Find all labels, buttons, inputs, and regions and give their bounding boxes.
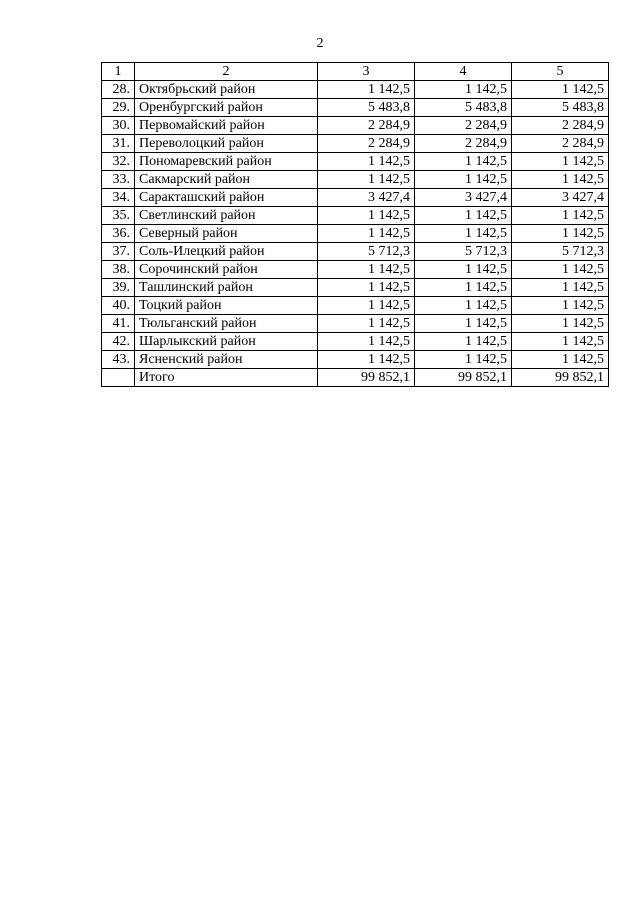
row-number: 41. [102,315,135,333]
value-col-5: 1 142,5 [512,315,609,333]
value-col-4: 5 712,3 [415,243,512,261]
value-col-5: 1 142,5 [512,207,609,225]
table-row [102,261,609,279]
value-col-4: 1 142,5 [415,171,512,189]
value-col-5: 1 142,5 [512,261,609,279]
total-col-5: 99 852,1 [512,369,609,387]
table-row [102,135,609,153]
row-number: 35. [102,207,135,225]
value-col-3: 1 142,5 [318,81,415,99]
district-name: Тюльганский район [135,315,318,333]
table-row [102,117,609,135]
row-number: 34. [102,189,135,207]
value-col-4: 3 427,4 [415,189,512,207]
value-col-3: 1 142,5 [318,315,415,333]
value-col-4: 1 142,5 [415,207,512,225]
row-number: 28. [102,81,135,99]
value-col-4: 1 142,5 [415,315,512,333]
row-number: 39. [102,279,135,297]
value-col-3: 1 142,5 [318,333,415,351]
value-col-3: 3 427,4 [318,189,415,207]
value-col-4: 1 142,5 [415,153,512,171]
district-name: Сорочинский район [135,261,318,279]
value-col-4: 1 142,5 [415,279,512,297]
value-col-5: 2 284,9 [512,117,609,135]
value-col-3: 1 142,5 [318,351,415,369]
value-col-4: 1 142,5 [415,225,512,243]
table-row [102,81,609,99]
table-row [102,351,609,369]
value-col-3: 1 142,5 [318,153,415,171]
value-col-3: 1 142,5 [318,207,415,225]
district-name: Тоцкий район [135,297,318,315]
value-col-3: 5 712,3 [318,243,415,261]
value-col-3: 1 142,5 [318,297,415,315]
row-number: 36. [102,225,135,243]
table-row [102,279,609,297]
value-col-5: 1 142,5 [512,81,609,99]
value-col-5: 3 427,4 [512,189,609,207]
row-number: 42. [102,333,135,351]
value-col-5: 1 142,5 [512,297,609,315]
total-row [102,369,609,387]
row-number: 37. [102,243,135,261]
value-col-3: 1 142,5 [318,225,415,243]
district-name: Светлинский район [135,207,318,225]
budget-table [101,62,609,387]
value-col-3: 1 142,5 [318,171,415,189]
district-name: Переволоцкий район [135,135,318,153]
value-col-5: 1 142,5 [512,279,609,297]
table-row [102,333,609,351]
district-name: Оренбургский район [135,99,318,117]
column-header: 3 [318,63,415,81]
column-header: 2 [135,63,318,81]
district-name: Первомайский район [135,117,318,135]
value-col-5: 1 142,5 [512,333,609,351]
district-name: Пономаревский район [135,153,318,171]
value-col-3: 1 142,5 [318,261,415,279]
value-col-4: 1 142,5 [415,261,512,279]
row-number: 30. [102,117,135,135]
row-number: 38. [102,261,135,279]
district-name: Северный район [135,225,318,243]
value-col-4: 2 284,9 [415,117,512,135]
value-col-4: 1 142,5 [415,297,512,315]
value-col-5: 5 712,3 [512,243,609,261]
district-name: Саракташский район [135,189,318,207]
value-col-3: 2 284,9 [318,117,415,135]
table-row [102,99,609,117]
value-col-4: 1 142,5 [415,81,512,99]
value-col-5: 5 483,8 [512,99,609,117]
row-number: 31. [102,135,135,153]
row-number: 43. [102,351,135,369]
column-header: 1 [102,63,135,81]
table-row [102,225,609,243]
value-col-3: 5 483,8 [318,99,415,117]
row-number: 40. [102,297,135,315]
column-header: 4 [415,63,512,81]
row-number: 33. [102,171,135,189]
district-name: Ташлинский район [135,279,318,297]
value-col-4: 1 142,5 [415,351,512,369]
table-row [102,189,609,207]
page-number: 2 [316,36,324,51]
value-col-4: 1 142,5 [415,333,512,351]
row-number: 32. [102,153,135,171]
value-col-5: 1 142,5 [512,351,609,369]
column-header: 5 [512,63,609,81]
district-name: Соль-Илецкий район [135,243,318,261]
district-name: Октябрьский район [135,81,318,99]
table-row [102,171,609,189]
total-label: Итого [135,369,318,387]
value-col-4: 2 284,9 [415,135,512,153]
table-row [102,153,609,171]
table-row [102,207,609,225]
total-col-3: 99 852,1 [318,369,415,387]
table-row [102,243,609,261]
value-col-5: 1 142,5 [512,225,609,243]
total-number-cell [102,369,135,387]
table-header-row [102,63,609,81]
row-number: 29. [102,99,135,117]
value-col-3: 1 142,5 [318,279,415,297]
value-col-5: 2 284,9 [512,135,609,153]
district-name: Сакмарский район [135,171,318,189]
district-name: Ясненский район [135,351,318,369]
table-row [102,315,609,333]
district-name: Шарлыкский район [135,333,318,351]
value-col-5: 1 142,5 [512,171,609,189]
value-col-3: 2 284,9 [318,135,415,153]
table-row [102,297,609,315]
value-col-5: 1 142,5 [512,153,609,171]
total-col-4: 99 852,1 [415,369,512,387]
value-col-4: 5 483,8 [415,99,512,117]
